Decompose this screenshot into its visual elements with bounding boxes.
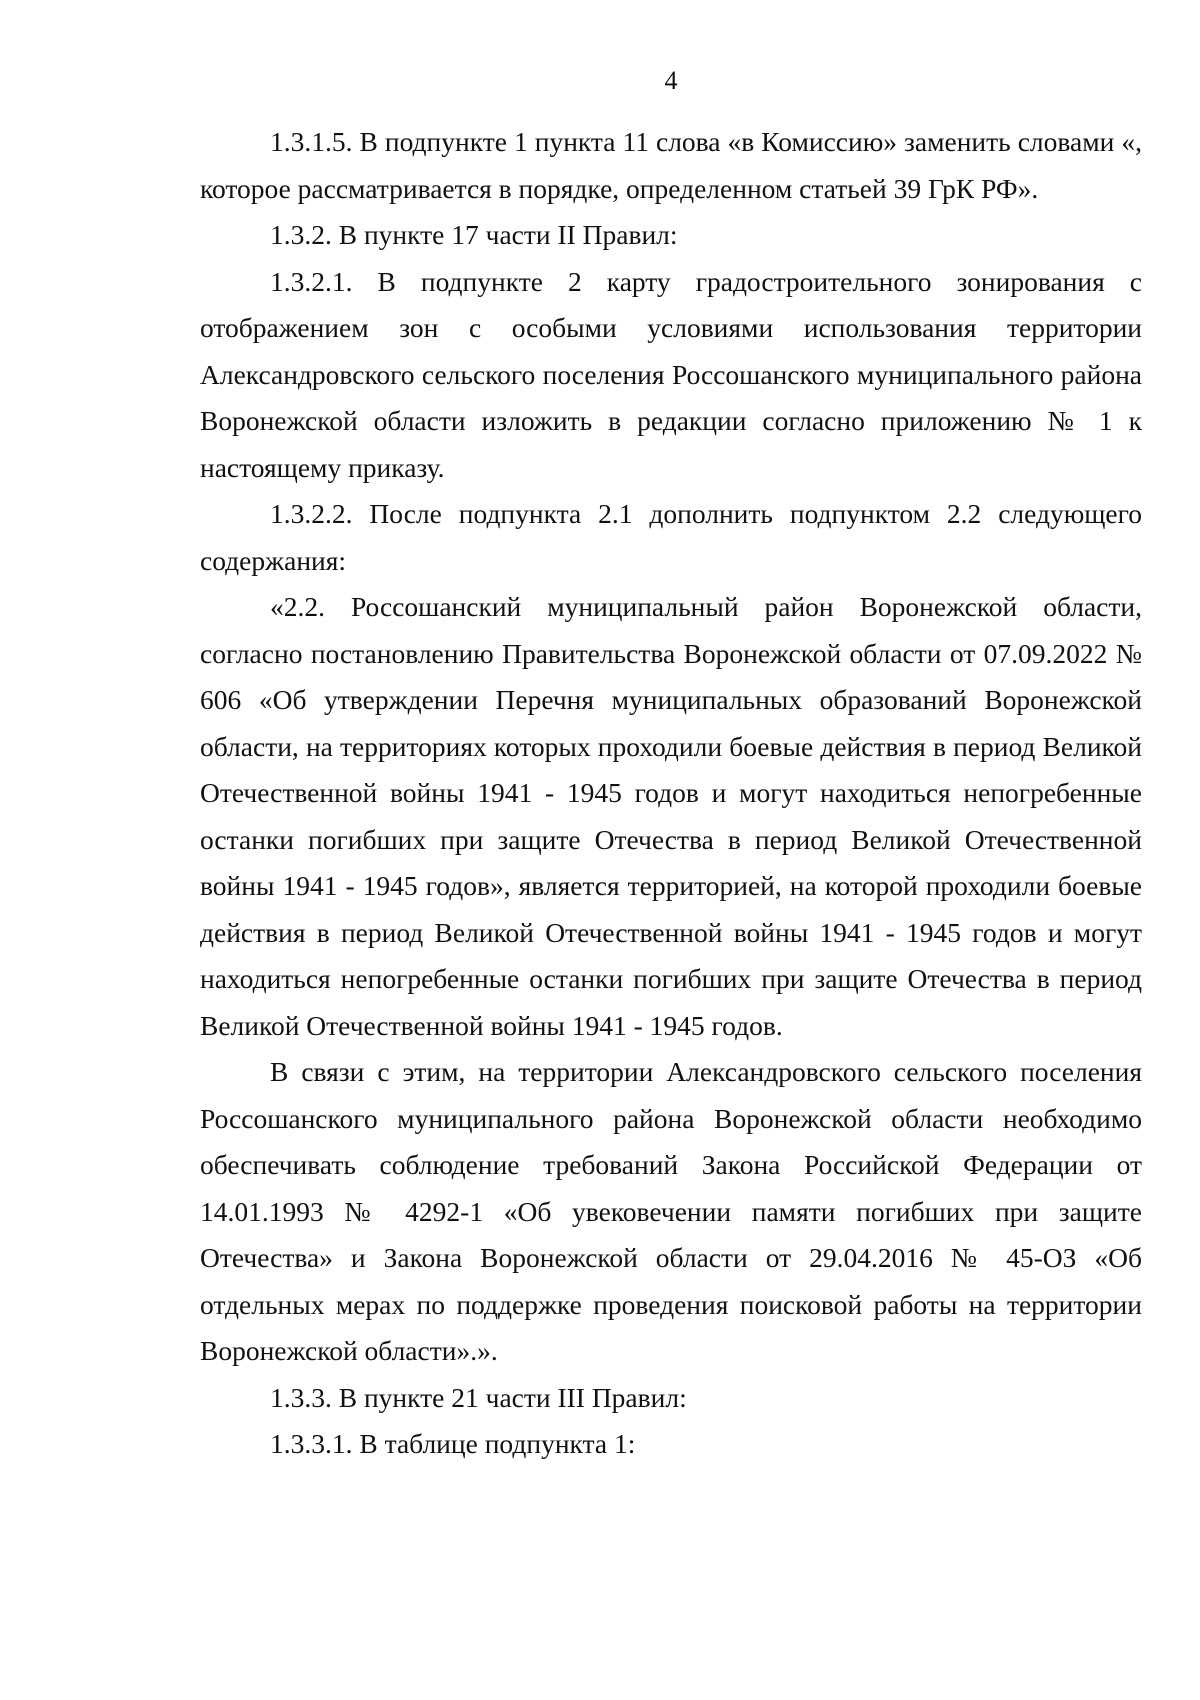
paragraph-quote-2-2: «2.2. Россошанский муниципальный район Воронежской области, согласно постановлению Правительства Воронежской области от 07.09.2022 № 606 «Об утверждении Перечня муниципальных образований Воронежской области, на территориях которых проходили боевые действия в период Великой Отечественной войны 1941 - 1945 годов и могут находиться непогребенные останки погибших при защите Отечества в период Великой Отечественной войны 1941 - 1945 годов», является территорией, на которой проходили боевые действия в период Великой Отечественной войны 1941 - 1945 годов и могут находиться непогребенные останки погибших при защите Отечества в период Великой Отечественной войны 1941 - 1945 годов. bbox=[200, 591, 1142, 1041]
paragraph-1-3-2-1: 1.3.2.1. В подпункте 2 карту градостроительного зонирования с отображением зон с особыми условиями использования территории Александровского сельского поселения Россошанского муниципального района Воронежской области изложить в редакции согласно приложению № 1 к настоящему приказу. bbox=[200, 265, 1142, 483]
page-number: 4 bbox=[664, 66, 678, 95]
document-body bbox=[200, 119, 1142, 1468]
paragraph-1-3-1-5: 1.3.1.5. В подпункте 1 пункта 11 слова «в Комиссию» заменить словами «, которое рассматривается в порядке, определенном статьей 39 ГрК РФ». bbox=[200, 126, 1142, 204]
document-page bbox=[200, 0, 1142, 1700]
paragraph-1-3-3: 1.3.3. В пункте 21 части III Правил: bbox=[270, 1381, 687, 1413]
paragraph-consequence: В связи с этим, на территории Александровского сельского поселения Россошанского муниципального района Воронежской области необходимо обеспечивать соблюдение требований Закона Российской Федерации от 14.01.1993 № 4292-1 «Об увековечении памяти погибших при защите Отечества» и Закона Воронежской области от 29.04.2016 № 45-ОЗ «Об отдельных мерах по поддержке проведения поисковой работы на территории Воронежской области».». bbox=[200, 1056, 1142, 1366]
paragraph-1-3-2: 1.3.2. В пункте 17 части II Правил: bbox=[270, 219, 678, 250]
paragraph-1-3-2-2: 1.3.2.2. После подпункта 2.1 дополнить подпунктом 2.2 следующего содержания: bbox=[200, 498, 1142, 576]
paragraph-1-3-3-1: 1.3.3.1. В таблице подпункта 1: bbox=[270, 1428, 636, 1459]
